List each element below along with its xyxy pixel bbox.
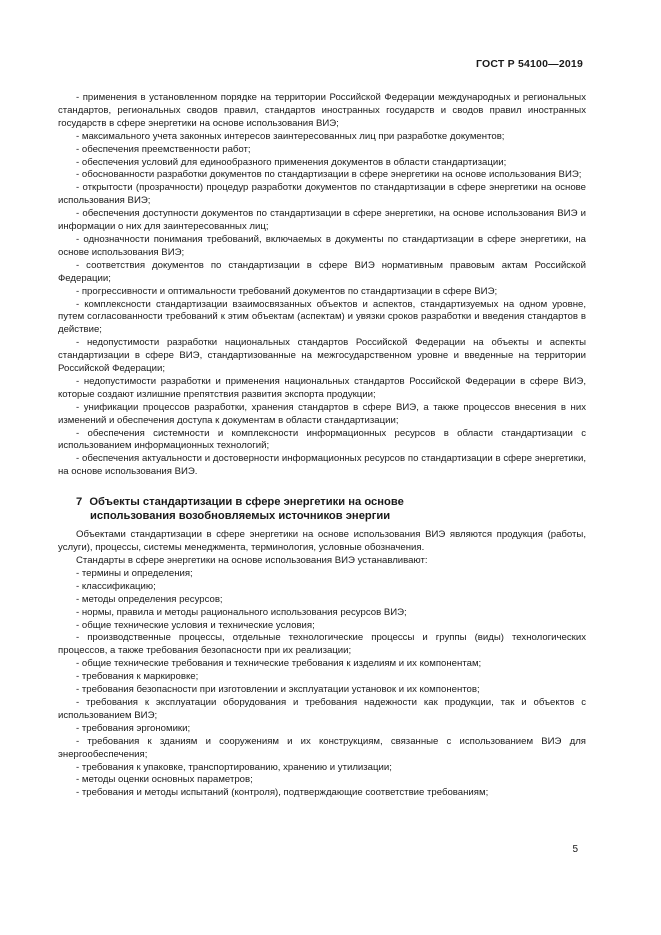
section-title-line2: использования возобновляемых источников энергии: [90, 510, 391, 523]
list-item: - однозначности понимания требований, включаемых в документы по стандартизации в сфере энергетики, на основе использования ВИЭ;: [58, 233, 586, 258]
section-title-line1: Объекты стандартизации в сфере энергетики на основе: [89, 496, 404, 509]
standards-content-list: [58, 568, 586, 800]
standard-designation: ГОСТ Р 54100—2019: [475, 58, 583, 70]
list-item: - методы определения ресурсов;: [76, 593, 223, 605]
list-item: - требования эргономики;: [76, 722, 191, 734]
list-item: - производственные процессы, отдельные технологические процессы и группы (виды) технологических процессов, а также требования безопасности при их реализации;: [58, 632, 586, 657]
requirements-list: [58, 92, 586, 479]
page-body: [58, 92, 586, 800]
section-heading: [58, 495, 586, 523]
list-item: - обоснованности разработки документов по стандартизации в сфере энергетики на основе использования ВИЭ;: [76, 169, 582, 181]
list-item: - требования и методы испытаний (контроля), подтверждающие соответствие требованиям;: [76, 787, 489, 799]
list-item: - требования к зданиям и сооружениям и их конструкциям, связанные с использованием ВИЭ для энергообеспечения;: [58, 735, 586, 760]
paragraph: Стандарты в сфере энергетики на основе использования ВИЭ устанавливают:: [76, 555, 428, 566]
list-item: - комплексности стандартизации взаимосвязанных объектов и аспектов, стандартизуемых на одном уровне, путем согласованности требований к этим объектам (аспектам) и увязки сроков разработки и введения стандартов в действие;: [58, 298, 586, 336]
list-item: - обеспечения актуальности и достоверности информационных ресурсов по стандартизации в сфере энергетики, на основе использования ВИЭ.: [58, 453, 586, 478]
list-item: - термины и определения;: [76, 567, 193, 579]
list-item: - требования безопасности при изготовлении и эксплуатации установок и их компонентов;: [76, 684, 480, 696]
list-item: - общие технические требования и технические требования к изделиям и их компонентам;: [76, 658, 482, 670]
list-item: - максимального учета законных интересов заинтересованных лиц при разработке документов;: [76, 130, 505, 142]
list-item: - открытости (прозрачности) процедур разработки документов по стандартизации в сфере энергетики на основе использования ВИЭ;: [58, 182, 586, 207]
list-item: - недопустимости разработки и применения национальных стандартов Российской Федерации в сфере ВИЭ, которые создают излишние препятствия развития экспорта продукции;: [58, 375, 586, 400]
list-item: - соответствия документов по стандартизации в сфере ВИЭ нормативным правовым актам Российской Федерации;: [58, 259, 586, 284]
list-item: - недопустимости разработки национальных стандартов Российской Федерации на объекты и аспекты стандартизации в сфере ВИЭ, стандартизованные на межгосударственном уровне и введенные на территории Российской Федерации;: [58, 337, 586, 375]
list-item: - обеспечения условий для единообразного применения документов в области стандартизации;: [76, 156, 507, 168]
list-item: - требования к упаковке, транспортированию, хранению и утилизации;: [76, 761, 392, 773]
list-item: - обеспечения преемственности работ;: [76, 143, 251, 155]
list-item: - прогрессивности и оптимальности требований документов по стандартизации в сфере ВИЭ;: [76, 285, 498, 297]
list-item: - требования к эксплуатации оборудования и требования надежности как продукции, так и объектов с использованием ВИЭ;: [58, 696, 586, 721]
list-item: - методы оценки основных параметров;: [76, 774, 253, 786]
section-number: 7: [76, 496, 83, 509]
list-item: - унификации процессов разработки, хранения стандартов в сфере ВИЭ, а также процессов внесения в них изменений и обеспечения доступа к документам в области стандартизации;: [58, 401, 586, 426]
list-item: - обеспечения системности и комплексности информационных ресурсов в области стандартизации с использованием информационных технологий;: [58, 427, 586, 452]
list-item: - классификацию;: [76, 580, 156, 592]
list-item: - применения в установленном порядке на территории Российской Федерации международных и региональных стандартов, региональных сводов правил, стандартов иностранных государств и сводов правил иностранных государств в сфере энергетики на основе использования ВИЭ;: [58, 92, 586, 129]
list-item: - требования к маркировке;: [76, 671, 199, 683]
page-number: 5: [572, 844, 578, 855]
list-item: - общие технические условия и технические условия;: [76, 619, 315, 631]
list-item: - нормы, правила и методы рационального использования ресурсов ВИЭ;: [76, 606, 407, 618]
list-item: - обеспечения доступности документов по стандартизации в сфере энергетики, на основе использования ВИЭ и информации о них для заинтересованных лиц;: [58, 208, 586, 233]
paragraph: Объектами стандартизации в сфере энергетики на основе использования ВИЭ являются продукция (работы, услуги), процессы, системы менеджмента, терминология, условные обозначения.: [58, 529, 586, 554]
